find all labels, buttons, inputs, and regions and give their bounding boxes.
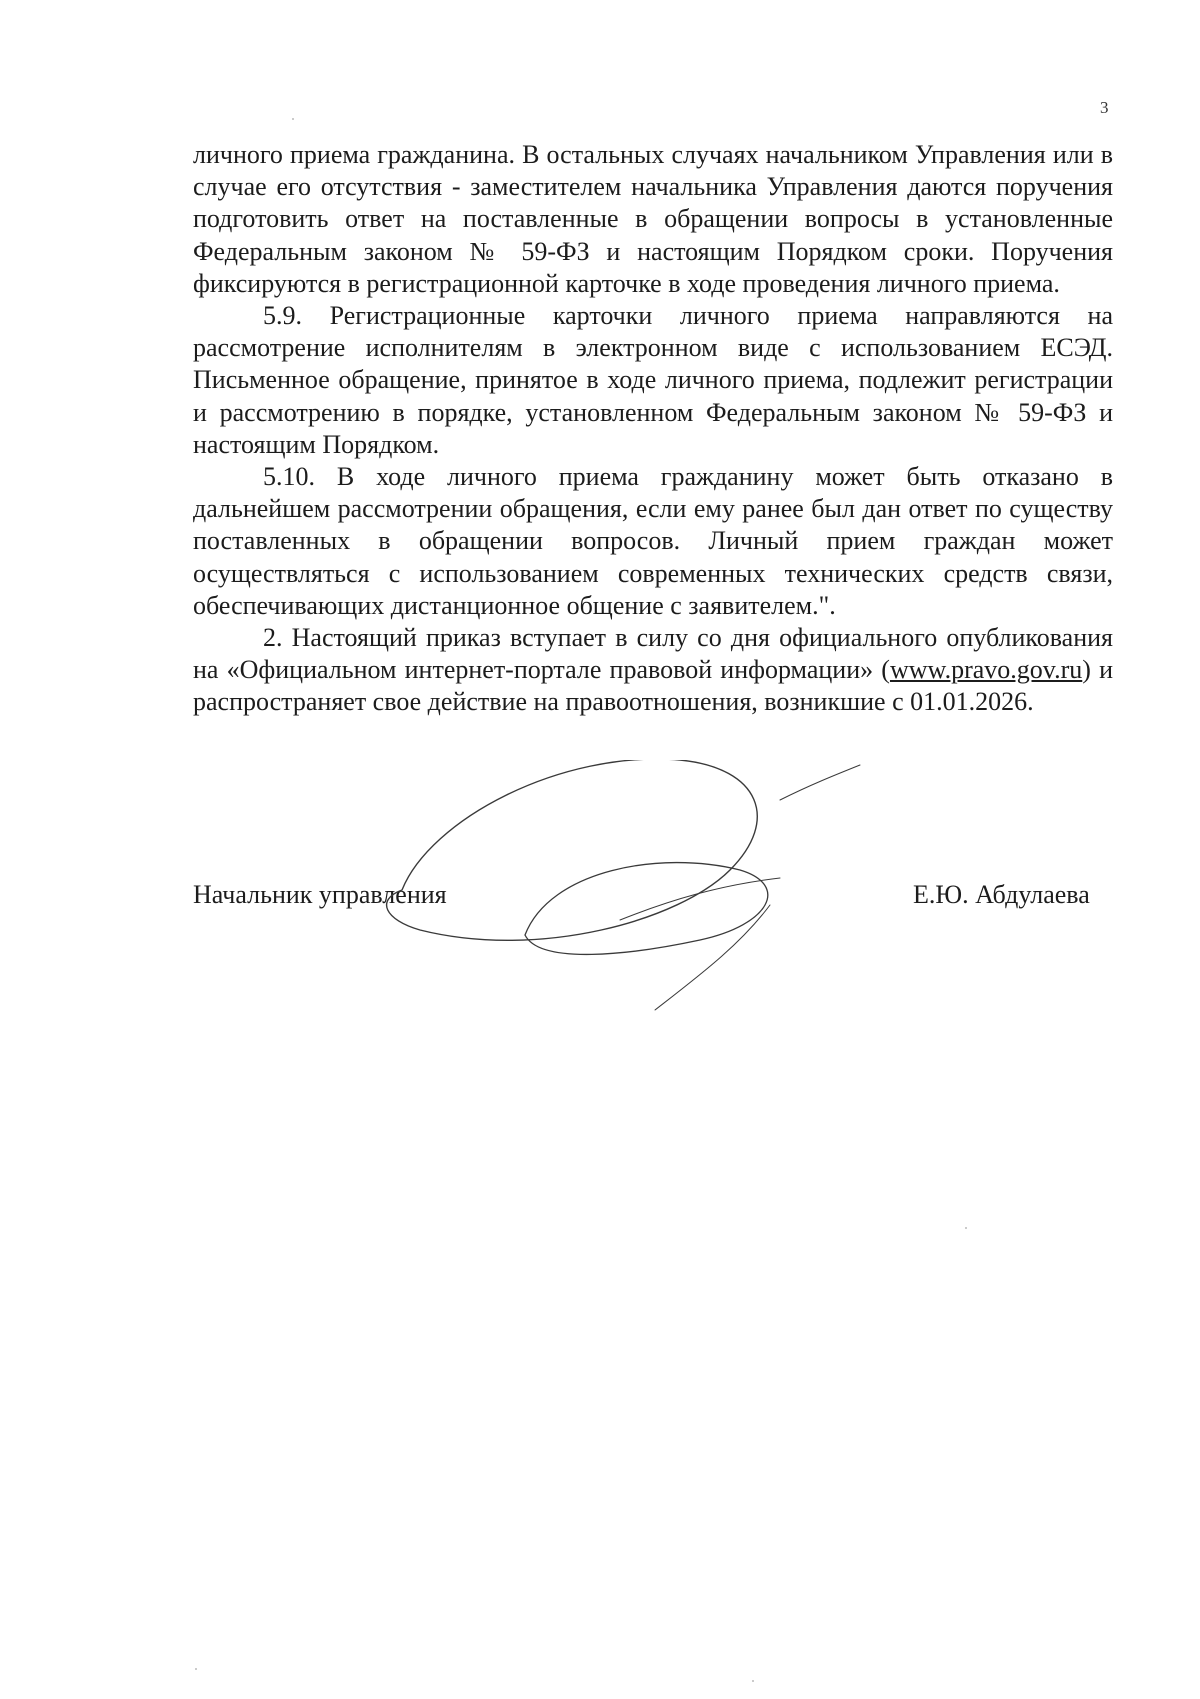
signature-big-loop xyxy=(387,760,758,940)
scan-speck xyxy=(752,1680,754,1682)
signatory-title: Начальник управления xyxy=(193,880,447,909)
paragraph-5-10: 5.10. В ходе личного приема гражданину может быть отказано в дальнейшем рассмотрении обращения, если ему ранее был дан ответ по существу поставленных в обращении вопросов. Личный прием граждан может осуществляться с использованием современных технических средств связи, обеспечивающих дистанционное общение с заявителем.". xyxy=(193,462,1113,620)
paragraph-continuation: личного приема гражданина. В остальных случаях начальником Управления или в случае его отсутствия - заместителем начальника Управления даются поручения подготовить ответ на поставленные в обращении вопросы в установленные Федеральным законом № 59-ФЗ и настоящим Порядком сроки. Поручения фиксируются в регистрационной карточке в ходе проведения личного приема. xyxy=(193,140,1113,298)
document-body xyxy=(193,139,1113,719)
signature-lower-stroke xyxy=(655,905,770,1010)
page-number: 3 xyxy=(1100,98,1109,117)
paragraph-effective-date xyxy=(193,622,1113,719)
pravo-portal-link[interactable]: www.pravo.gov.ru xyxy=(889,655,1083,685)
scan-speck xyxy=(965,1227,967,1229)
effective-date-text-start: 2. Настоящий приказ вступает в силу со дня официального опубликования на «Официальном интернет-портале правовой информации» ( xyxy=(193,623,1113,685)
scan-speck xyxy=(195,1668,197,1670)
signature-tail-stroke xyxy=(780,765,860,800)
signature-cross-stroke xyxy=(620,878,780,920)
signature-inner-loop xyxy=(525,863,768,955)
scan-speck xyxy=(292,118,294,120)
paragraph-5-9: 5.9. Регистрационные карточки личного приема направляются на рассмотрение исполнителям в электронном виде с использованием ЕСЭД. Письменное обращение, принятое в ходе личного приема, подлежит регистрации и рассмотрению в порядке, установленном Федеральным законом № 59-ФЗ и настоящим Порядком. xyxy=(193,301,1113,459)
signatory-name: Е.Ю. Абдулаева xyxy=(913,880,1090,909)
effective-date-text-end: ) и распространяет свое действие на правоотношения, возникшие с 01.01.2026. xyxy=(193,655,1114,717)
handwritten-signature xyxy=(380,760,940,1030)
